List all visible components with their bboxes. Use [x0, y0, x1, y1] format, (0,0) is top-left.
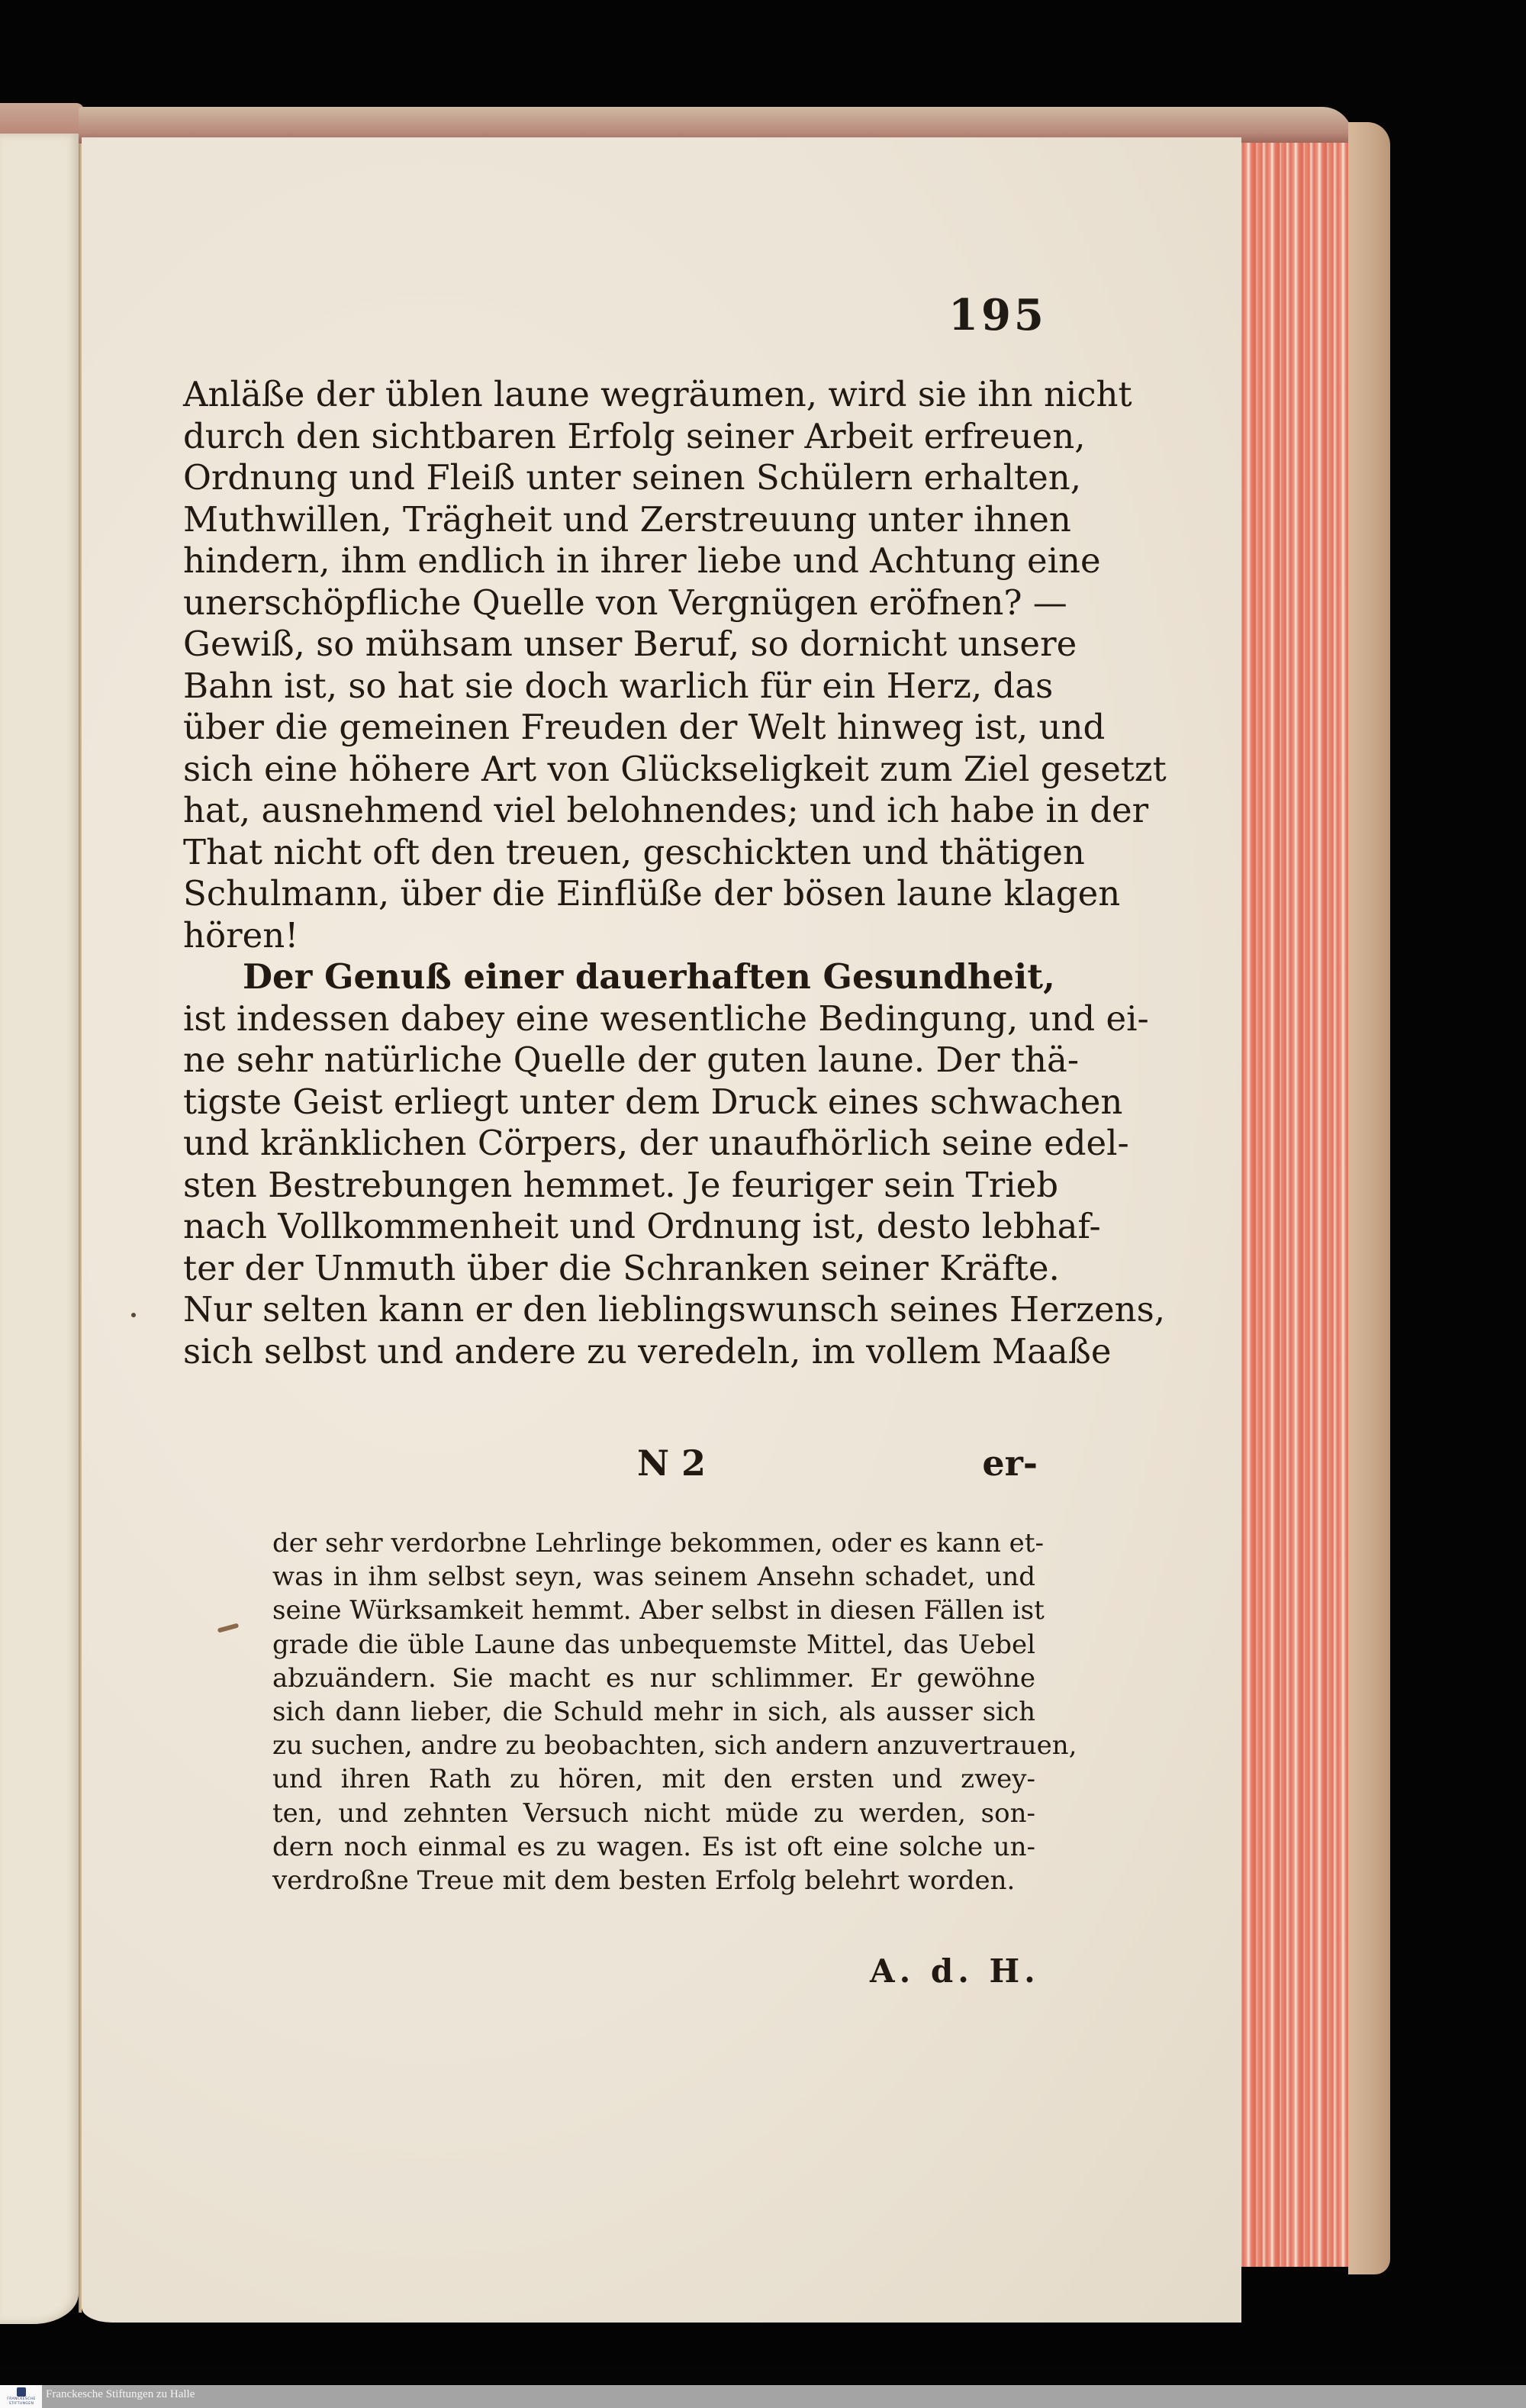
- signature-mark: N 2: [637, 1443, 707, 1484]
- footnote-line: was in ihm selbst seyn, was seinem Ansehn schadet, und: [272, 1562, 1035, 1593]
- text-line: hindern, ihm endlich in ihrer liebe und Achtung eine: [183, 540, 1101, 581]
- text-line: durch den sichtbaren Erfolg seiner Arbeit erfreuen,: [183, 415, 1086, 456]
- text-line: sich selbst und andere zu veredeln, im vollem Maaße: [183, 1330, 1112, 1372]
- margin-mark: [131, 1313, 136, 1317]
- text-line: Ordnung und Fleiß unter seinen Schülern erhalten,: [183, 457, 1082, 498]
- institution-logo: [0, 2385, 42, 2408]
- footnote-line: verdroßne Treue mit dem besten Erfolg belehrt worden.: [272, 1865, 1016, 1896]
- main-text-block: [183, 374, 1167, 1372]
- text-line: tigste Geist erliegt unter dem Druck eines schwachen: [183, 1081, 1123, 1122]
- text-line: ne sehr natürliche Quelle der guten laune. Der thä-: [183, 1040, 1080, 1080]
- text-line: Muthwillen, Trägheit und Zerstreuung unter ihnen: [183, 498, 1071, 540]
- footnote-line: ten, und zehnten Versuch nicht müde zu werden, son-: [272, 1797, 1035, 1829]
- page-number: 195: [948, 290, 1047, 340]
- text-line: That nicht oft den treuen, geschickten und thätigen: [183, 831, 1085, 872]
- footnote-line: grade die üble Laune das unbequemste Mittel, das Uebel: [272, 1629, 1035, 1660]
- text-line: hören!: [183, 914, 299, 956]
- franckesche-stiftungen-logo-icon: [17, 2387, 26, 2397]
- text-line: sten Bestrebungen hemmet. Je feuriger sein Trieb: [183, 1164, 1059, 1205]
- footnote-line: sich dann lieber, die Schuld mehr in sich, als ausser sich: [272, 1696, 1035, 1727]
- logo-text: FRANCKESCHE STIFTUNGEN: [7, 2397, 36, 2406]
- footnote-line: zu suchen, andre zu beobachten, sich andern anzuvertrauen,: [272, 1730, 1077, 1762]
- left-page-sliver: [0, 134, 79, 2324]
- text-line: über die gemeinen Freuden der Welt hinweg ist, und: [183, 707, 1106, 747]
- text-line: Nur selten kann er den lieblingswunsch seines Herzens,: [183, 1289, 1166, 1330]
- signature-line: [183, 1443, 1038, 1488]
- text-line: Bahn ist, so hat sie doch warlich für ein Herz, das: [183, 665, 1054, 706]
- footnote-block: [272, 1526, 1077, 1897]
- footnote-line: der sehr verdorbne Lehrlinge bekommen, oder es kann et-: [272, 1528, 1044, 1559]
- text-line: ist indessen dabey eine wesentliche Bedingung, und ei-: [183, 998, 1149, 1039]
- paragraph-lead-line: Der Genuß einer dauerhaften Gesundheit,: [243, 956, 1055, 997]
- text-line: Schulmann, über die Einflüße der bösen laune klagen: [183, 873, 1121, 914]
- text-line: Anläße der üblen laune wegräumen, wird sie ihn nicht: [183, 374, 1132, 414]
- footnote-initials: A. d. H.: [870, 1952, 1040, 1990]
- text-line: ter der Unmuth über die Schranken seiner Kräfte.: [183, 1247, 1060, 1288]
- catchword: er-: [982, 1443, 1038, 1484]
- text-line: hat, ausnehmend viel belohnendes; und ich habe in der: [183, 790, 1149, 830]
- text-line: unerschöpfliche Quelle von Vergnügen eröfnen? —: [183, 582, 1067, 623]
- book-cover-board: [1348, 122, 1390, 2274]
- text-line: und kränklichen Cörpers, der unaufhörlich seine edel-: [183, 1123, 1129, 1163]
- text-line: nach Vollkommenheit und Ordnung ist, desto lebhaf-: [183, 1206, 1101, 1246]
- footnote-line: und ihren Rath zu hören, mit den ersten und zwey-: [272, 1764, 1035, 1795]
- footnote-line: seine Würksamkeit hemmt. Aber selbst in diesen Fällen ist: [272, 1595, 1045, 1626]
- footer-bar: [0, 2385, 1526, 2408]
- text-line: sich eine höhere Art von Glückseligkeit zum Ziel gesetzt: [183, 748, 1167, 789]
- footnote-line: dern noch einmal es zu wagen. Es ist oft eine solche un-: [272, 1831, 1035, 1862]
- text-line: Gewiß, so mühsam unser Beruf, so dornicht unsere: [183, 624, 1077, 664]
- footnote-line: abzuändern. Sie macht es nur schlimmer. Er gewöhne: [272, 1662, 1035, 1694]
- institution-name: Franckesche Stiftungen zu Halle: [46, 2388, 195, 2400]
- red-page-edges: [1234, 143, 1348, 2267]
